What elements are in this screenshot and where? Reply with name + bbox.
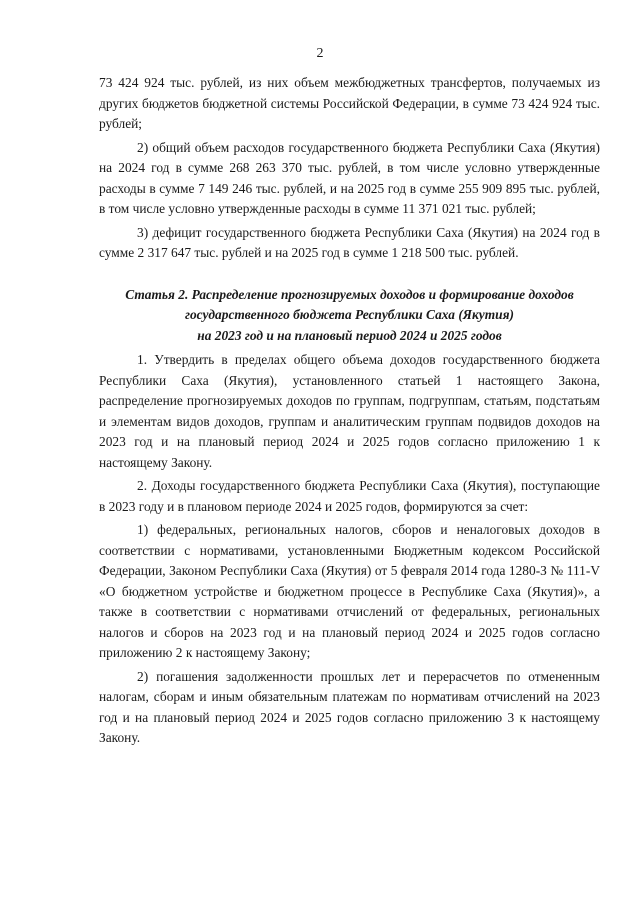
- page-number: 2: [316, 46, 324, 61]
- document-body: [99, 73, 600, 752]
- paragraph-expenses: 2) общий объем расходов государственного бюджета Республики Саха (Якутия) на 2024 год в сумме 268 263 370 тыс. рублей, в том числе условно утвержденные расходы в сумме 7 149 246 тыс. рублей, и на 2025 год в сумме 255 909 895 тыс. рублей, в том числе условно утвержденные расходы в сумме 11 371 021 тыс. рублей;: [99, 139, 600, 216]
- paragraph-continuation: 73 424 924 тыс. рублей, из них объем межбюджетных трансфертов, получаемых из других бюджетов бюджетной системы Российской Федерации, в сумме 73 424 924 тыс. рублей;: [99, 75, 600, 131]
- article-title-line-2: государственного бюджета Республики Саха (Якутия): [185, 307, 514, 322]
- article-heading: [99, 285, 600, 347]
- article-paragraph-1: 1. Утвердить в пределах общего объема доходов государственного бюджета Республики Саха (Якутия), установленного статьей 1 настоящего Закона, распределение прогнозируемых доходов по группам, подгруппам, статьям, подстатьям и элементам видов доходов, группам и аналитическим группам подвидов доходов на 2023 год и на плановый период 2024 и 2025 годов согласно приложению 1 к настоящему Закону.: [99, 352, 600, 470]
- article-paragraph-4: 2) погашения задолженности прошлых лет и перерасчетов по отмененным налогам, сборам и иным обязательным платежам по нормативам отчислений на 2023 год и на плановый период 2024 и 2025 годов согласно приложению 3 к настоящему Закону.: [99, 668, 600, 745]
- article-title-line-3: на 2023 год и на плановый период 2024 и 2025 годов: [197, 327, 502, 343]
- article-paragraph-2: 2. Доходы государственного бюджета Республики Саха (Якутия), поступающие в 2023 году и в плановом периоде 2024 и 2025 годов, формируются за счет:: [99, 478, 600, 514]
- article-title-line-1: Статья 2. Распределение прогнозируемых доходов и формирование доходов: [125, 286, 574, 302]
- section-spacer: [99, 267, 600, 285]
- paragraph-deficit: 3) дефицит государственного бюджета Республики Саха (Якутия) на 2024 год в сумме 2 317 647 тыс. рублей и на 2025 год в сумме 1 218 500 тыс. рублей.: [99, 224, 600, 260]
- article-paragraph-3: 1) федеральных, региональных налогов, сборов и неналоговых доходов в соответствии с нормативами, установленными Бюджетным кодексом Российской Федерации, Законом Республики Саха (Якутия) от 5 февраля 2014 года 1280-З № 111-V «О бюджетном устройстве и бюджетном процессе в Республике Саха (Якутия)», а также в соответствии с нормативами отчислений от федеральных, региональных налогов и сборов на 2023 год и на плановый период 2024 и 2025 годов согласно приложению 2 к настоящему Закону;: [99, 522, 600, 660]
